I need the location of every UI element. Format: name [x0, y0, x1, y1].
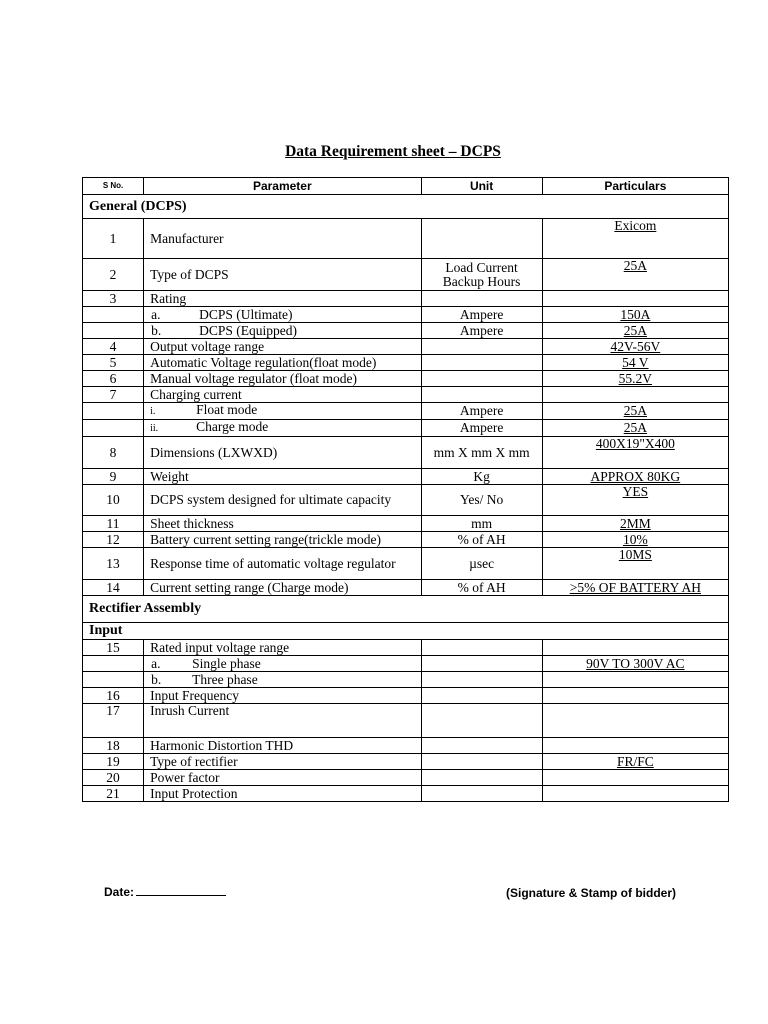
row-parameter: Manufacturer [144, 219, 421, 259]
row-number: 13 [83, 548, 144, 580]
row-unit: mm X mm X mm [421, 437, 542, 469]
row-number: 8 [83, 437, 144, 469]
row-parameter: Type of rectifier [144, 754, 421, 770]
table-row [83, 219, 729, 259]
date-field [104, 884, 226, 899]
row-unit [421, 355, 542, 371]
row-number: 9 [83, 469, 144, 485]
row-parameter: Single phase [192, 655, 261, 671]
date-label: Date: [104, 885, 135, 899]
row-particulars: APPROX 80KG [590, 468, 681, 484]
row-number: 21 [83, 786, 144, 802]
row-marker: a. [151, 306, 161, 322]
table-row [83, 291, 729, 307]
row-particulars [542, 786, 728, 802]
row-number: 12 [83, 532, 144, 548]
table-row [83, 738, 729, 754]
row-unit [421, 688, 542, 704]
row-number: 7 [83, 387, 144, 403]
data-requirement-table [82, 177, 729, 802]
header-unit: Unit [421, 178, 542, 195]
row-unit [421, 219, 542, 259]
table-row [83, 580, 729, 596]
row-marker: ii. [150, 423, 159, 434]
row-number: 3 [83, 291, 144, 307]
row-particulars: 42V-56V [610, 338, 661, 354]
row-parameter: Type of DCPS [144, 259, 421, 291]
row-particulars: Exicom [614, 218, 657, 233]
row-number: 17 [83, 704, 144, 738]
row-parameter: Automatic Voltage regulation(float mode) [144, 355, 421, 371]
row-particulars: 25A [623, 420, 647, 435]
row-particulars [542, 704, 728, 738]
row-number: 11 [83, 516, 144, 532]
row-number: 18 [83, 738, 144, 754]
row-particulars [542, 640, 728, 656]
table-row [83, 786, 729, 802]
row-unit: mm [421, 516, 542, 532]
row-particulars [542, 291, 728, 307]
section-row [83, 623, 729, 640]
section-row [83, 596, 729, 623]
table-row [83, 656, 729, 672]
row-number: 2 [83, 259, 144, 291]
row-parameter: Output voltage range [144, 339, 421, 355]
row-number: 14 [83, 580, 144, 596]
page-title: Data Requirement sheet – DCPS [285, 143, 501, 160]
row-particulars: FR/FC [616, 753, 654, 769]
section-rectifier: Rectifier Assembly [83, 596, 729, 623]
row-parameter: Rating [144, 291, 421, 307]
row-particulars: 54 V [622, 354, 649, 370]
row-unit [421, 672, 542, 688]
row-parameter: Three phase [192, 671, 258, 687]
row-parameter: DCPS system designed for ultimate capacity [144, 485, 421, 516]
row-number: 10 [83, 485, 144, 516]
row-unit: Ampere [421, 420, 542, 437]
row-unit: % of AH [421, 532, 542, 548]
table-row [83, 339, 729, 355]
row-parameter: DCPS (Ultimate) [199, 306, 293, 322]
row-unit [421, 387, 542, 403]
table-row [83, 640, 729, 656]
row-parameter: Rated input voltage range [144, 640, 421, 656]
table-row [83, 688, 729, 704]
table-row [83, 754, 729, 770]
row-parameter: Dimensions (LXWXD) [144, 437, 421, 469]
row-parameter: Charge mode [196, 419, 269, 434]
row-particulars [542, 672, 728, 688]
row-parameter: Input Protection [144, 786, 421, 802]
row-number [83, 403, 144, 420]
row-parameter: Charging current [144, 387, 421, 403]
row-unit [421, 738, 542, 754]
row-unit: Yes/ No [421, 485, 542, 516]
row-particulars: 25A [623, 403, 647, 418]
row-parameter: Input Frequency [144, 688, 421, 704]
table-row [83, 387, 729, 403]
row-number [83, 323, 144, 339]
row-number: 16 [83, 688, 144, 704]
row-number: 15 [83, 640, 144, 656]
table-row [83, 532, 729, 548]
row-marker: a. [151, 655, 161, 671]
row-unit [421, 656, 542, 672]
row-unit: Ampere [421, 323, 542, 339]
date-blank-line [136, 884, 226, 896]
row-marker: b. [151, 322, 162, 338]
row-number: 19 [83, 754, 144, 770]
table-row [83, 704, 729, 738]
row-number [83, 420, 144, 437]
row-particulars: 90V TO 300V AC [586, 655, 685, 671]
row-particulars [542, 738, 728, 754]
row-number [83, 672, 144, 688]
section-input: Input [83, 623, 729, 640]
table-row [83, 259, 729, 291]
row-particulars: >5% OF BATTERY AH [569, 579, 701, 595]
row-particulars: 25A [623, 258, 647, 273]
table-row [83, 307, 729, 323]
section-row [83, 195, 729, 219]
row-parameter: Power factor [144, 770, 421, 786]
table-row [83, 403, 729, 420]
table-row [83, 485, 729, 516]
row-particulars: 55.2V [618, 370, 653, 386]
row-unit: % of AH [421, 580, 542, 596]
row-number: 6 [83, 371, 144, 387]
row-particulars: YES [622, 484, 649, 499]
row-unit [421, 704, 542, 738]
table-row [83, 548, 729, 580]
row-parameter: Inrush Current [144, 704, 421, 738]
row-unit [421, 640, 542, 656]
table-header-row [83, 178, 729, 195]
row-particulars: 150A [620, 306, 651, 322]
table-row [83, 516, 729, 532]
table-row [83, 420, 729, 437]
row-particulars: 25A [623, 322, 647, 338]
row-parameter: Weight [144, 469, 421, 485]
header-sno: S No. [83, 178, 144, 195]
row-number: 1 [83, 219, 144, 259]
row-parameter: Response time of automatic voltage regulator [144, 548, 421, 580]
row-parameter: Current setting range (Charge mode) [144, 580, 421, 596]
row-particulars [542, 387, 728, 403]
row-unit [421, 291, 542, 307]
row-number: 5 [83, 355, 144, 371]
row-unit: Kg [421, 469, 542, 485]
table-row [83, 469, 729, 485]
row-unit [421, 371, 542, 387]
row-marker: i. [150, 406, 156, 417]
table-row [83, 371, 729, 387]
row-parameter: DCPS (Equipped) [199, 322, 297, 338]
table-row [83, 355, 729, 371]
row-number [83, 656, 144, 672]
row-parameter: Float mode [196, 402, 258, 417]
row-parameter: Manual voltage regulator (float mode) [144, 371, 421, 387]
table-row [83, 672, 729, 688]
signature-label: (Signature & Stamp of bidder) [506, 886, 677, 900]
table-row [83, 437, 729, 469]
row-unit: Ampere [421, 307, 542, 323]
row-number [83, 307, 144, 323]
section-general: General (DCPS) [83, 195, 729, 219]
header-particulars: Particulars [542, 178, 728, 195]
row-parameter: Battery current setting range(trickle mode) [144, 532, 421, 548]
row-particulars: 2MM [619, 515, 651, 531]
row-number: 20 [83, 770, 144, 786]
row-parameter: Harmonic Distortion THD [144, 738, 421, 754]
table-row [83, 770, 729, 786]
row-particulars [542, 770, 728, 786]
row-particulars [542, 688, 728, 704]
row-unit [421, 339, 542, 355]
row-particulars: 10% [622, 531, 648, 547]
row-number: 4 [83, 339, 144, 355]
row-particulars: 400X19"X400 [595, 436, 675, 451]
row-unit [421, 754, 542, 770]
row-parameter: Sheet thickness [144, 516, 421, 532]
header-parameter: Parameter [144, 178, 421, 195]
row-particulars: 10MS [618, 547, 652, 562]
row-unit: µsec [421, 548, 542, 580]
row-unit: Load Current Backup Hours [421, 259, 542, 291]
row-unit: Ampere [421, 403, 542, 420]
row-unit [421, 786, 542, 802]
row-marker: b. [151, 671, 162, 687]
table-row [83, 323, 729, 339]
row-unit [421, 770, 542, 786]
